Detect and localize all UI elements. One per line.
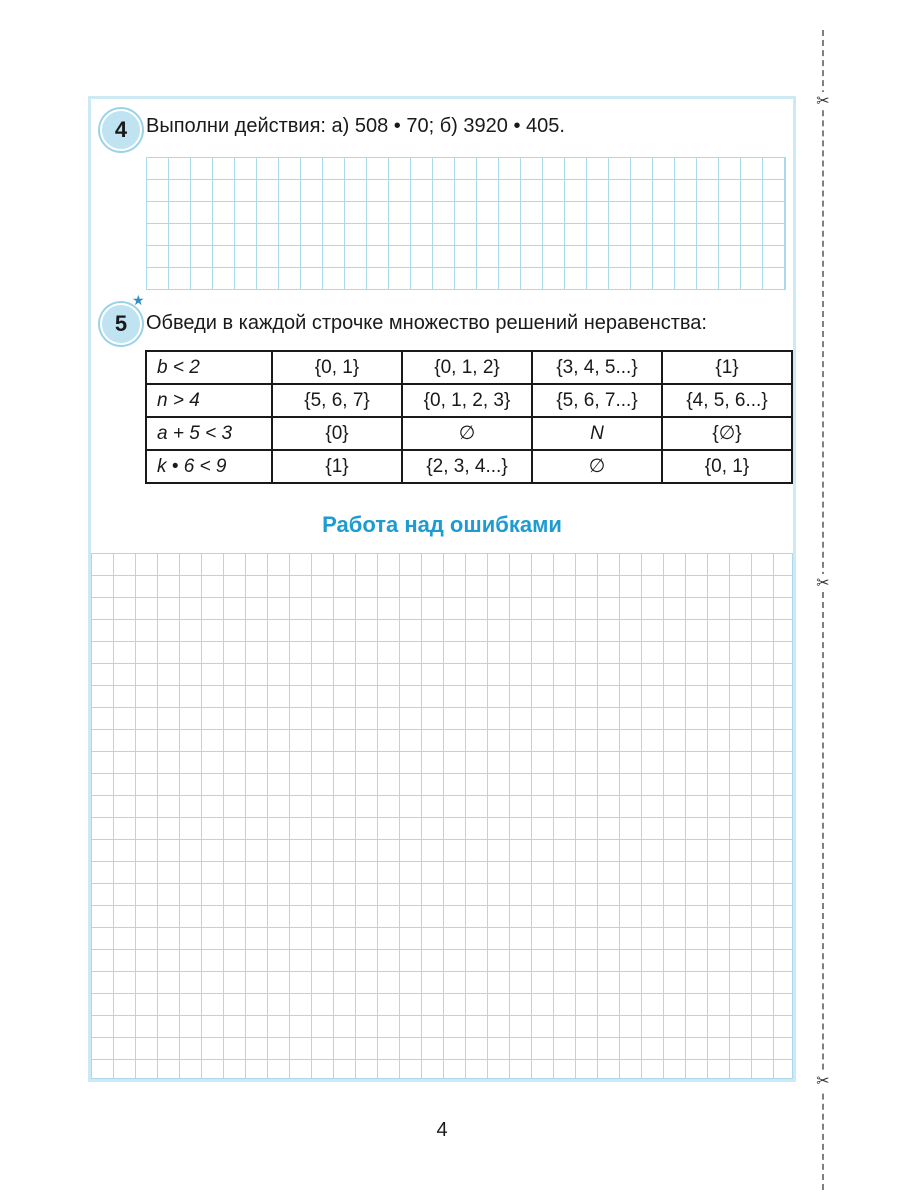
inequality: n > 4	[157, 389, 200, 411]
set-option[interactable]: ∅	[532, 450, 662, 483]
set-option[interactable]: {5, 6, 7}	[272, 384, 402, 417]
set-option[interactable]: {0, 1}	[662, 450, 792, 483]
set-option[interactable]: {0, 1}	[272, 351, 402, 384]
set-option[interactable]: {1}	[662, 351, 792, 384]
set-option[interactable]: {0, 1, 2, 3}	[402, 384, 532, 417]
star-icon: ★	[132, 293, 145, 309]
inequality: k • 6 < 9	[157, 455, 227, 477]
inequality-cell	[146, 384, 272, 417]
task-5-text: Обведи в каждой строчке множество решений неравенства:	[146, 312, 707, 334]
set-option[interactable]: {3, 4, 5...}	[532, 351, 662, 384]
task-5-badge: 5	[100, 303, 142, 345]
inequality-cell	[146, 417, 272, 450]
errors-heading: Работа над ошибками	[322, 512, 562, 537]
solution-sets-table	[145, 350, 793, 484]
table-row	[146, 351, 792, 384]
scissors-icon: ✂	[814, 1072, 832, 1090]
task-4-badge: 4	[100, 109, 142, 151]
set-option[interactable]: {5, 6, 7...}	[532, 384, 662, 417]
set-option[interactable]: {4, 5, 6...}	[662, 384, 792, 417]
inequality: b < 2	[157, 356, 200, 378]
set-option[interactable]: {0}	[272, 417, 402, 450]
error-correction-grid[interactable]	[91, 553, 793, 1079]
inequality-cell	[146, 351, 272, 384]
table-row	[146, 384, 792, 417]
table-row	[146, 417, 792, 450]
set-option[interactable]: {2, 3, 4...}	[402, 450, 532, 483]
set-option[interactable]	[532, 417, 662, 450]
table-row	[146, 450, 792, 483]
scissors-icon: ✂	[814, 574, 832, 592]
inequality-cell	[146, 450, 272, 483]
scissors-icon: ✂	[814, 92, 832, 110]
inequality: a + 5 < 3	[157, 422, 233, 444]
set-option[interactable]: ∅	[402, 417, 532, 450]
page-number: 4	[436, 1119, 448, 1141]
set-option[interactable]: {∅}	[662, 417, 792, 450]
task-4-text: Выполни действия: а) 508 • 70; б) 3920 • 405.	[146, 115, 565, 137]
cut-line	[822, 30, 824, 1190]
set-option[interactable]: {0, 1, 2}	[402, 351, 532, 384]
task-4-answer-grid[interactable]	[146, 157, 786, 290]
natural-numbers-symbol: N	[590, 422, 604, 444]
set-option[interactable]: {1}	[272, 450, 402, 483]
